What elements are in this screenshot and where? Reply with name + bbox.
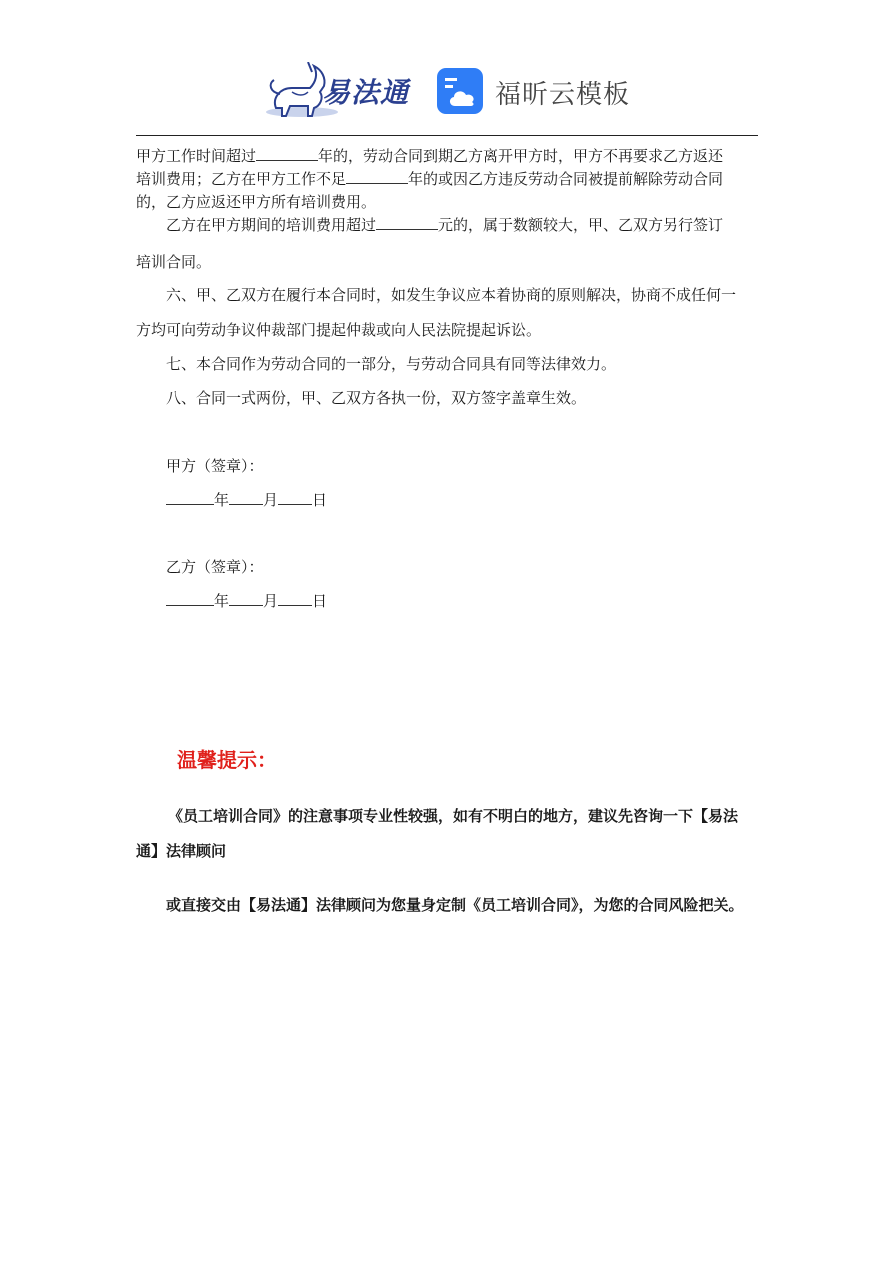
tips-line: 通】法律顾问 <box>136 842 227 860</box>
month-blank <box>229 490 263 505</box>
fuxin-template-logo-text: 福昕云模板 <box>495 80 631 110</box>
day-blank <box>278 591 312 606</box>
party-b-date-line: 年 月 日 <box>166 590 790 611</box>
day-blank <box>278 490 312 505</box>
month-blank <box>229 591 263 606</box>
paragraph-line: 方均可向劳动争议仲裁部门提起仲裁或向人民法院提起诉讼。 <box>136 321 542 339</box>
paragraph-line: 乙方在甲方期间的培训费用超过 元的，属于数额较大，甲、乙双方另行签订 <box>166 216 724 234</box>
paragraph-line: 的，乙方应返还甲方所有培训费用。 <box>136 193 377 211</box>
paragraph-line: 培训合同。 <box>136 253 212 271</box>
year-blank <box>166 591 214 606</box>
blank-field <box>256 146 318 161</box>
party-a-date-line: 年 月 日 <box>166 489 790 510</box>
party-a-signature-label: 甲方（签章）： <box>166 457 264 475</box>
party-b-signature-label: 乙方（签章）： <box>166 558 264 576</box>
blank-field <box>346 169 408 184</box>
tips-title: 温馨提示： <box>177 748 277 772</box>
year-blank <box>166 490 214 505</box>
tips-line: 《员工培训合同》的注意事项专业性较强，如有不明白的地方，建议先咨询一下【易法 <box>168 807 739 825</box>
paragraph-line: 八、合同一式两份，甲、乙双方各执一份，双方签字盖章生效。 <box>166 389 587 407</box>
document-header <box>136 60 758 136</box>
cloud-document-icon <box>435 66 485 116</box>
yifatong-logo-text: 易法通 <box>322 76 410 109</box>
paragraph-line: 七、本合同作为劳动合同的一部分，与劳动合同具有同等法律效力。 <box>166 355 617 373</box>
blank-field <box>376 215 438 230</box>
tips-line: 或直接交由【易法通】法律顾问为您量身定制《员工培训合同》，为您的合同风险把关。 <box>166 896 744 914</box>
paragraph-line: 六、甲、乙双方在履行本合同时，如发生争议应本着协商的原则解决，协商不成任何一 <box>166 286 737 304</box>
paragraph-line: 培训费用；乙方在甲方工作不足 年的或因乙方违反劳动合同被提前解除劳动合同 <box>136 170 724 188</box>
paragraph-line: 甲方工作时间超过 年的，劳动合同到期乙方离开甲方时，甲方不再要求乙方返还 <box>136 147 724 165</box>
